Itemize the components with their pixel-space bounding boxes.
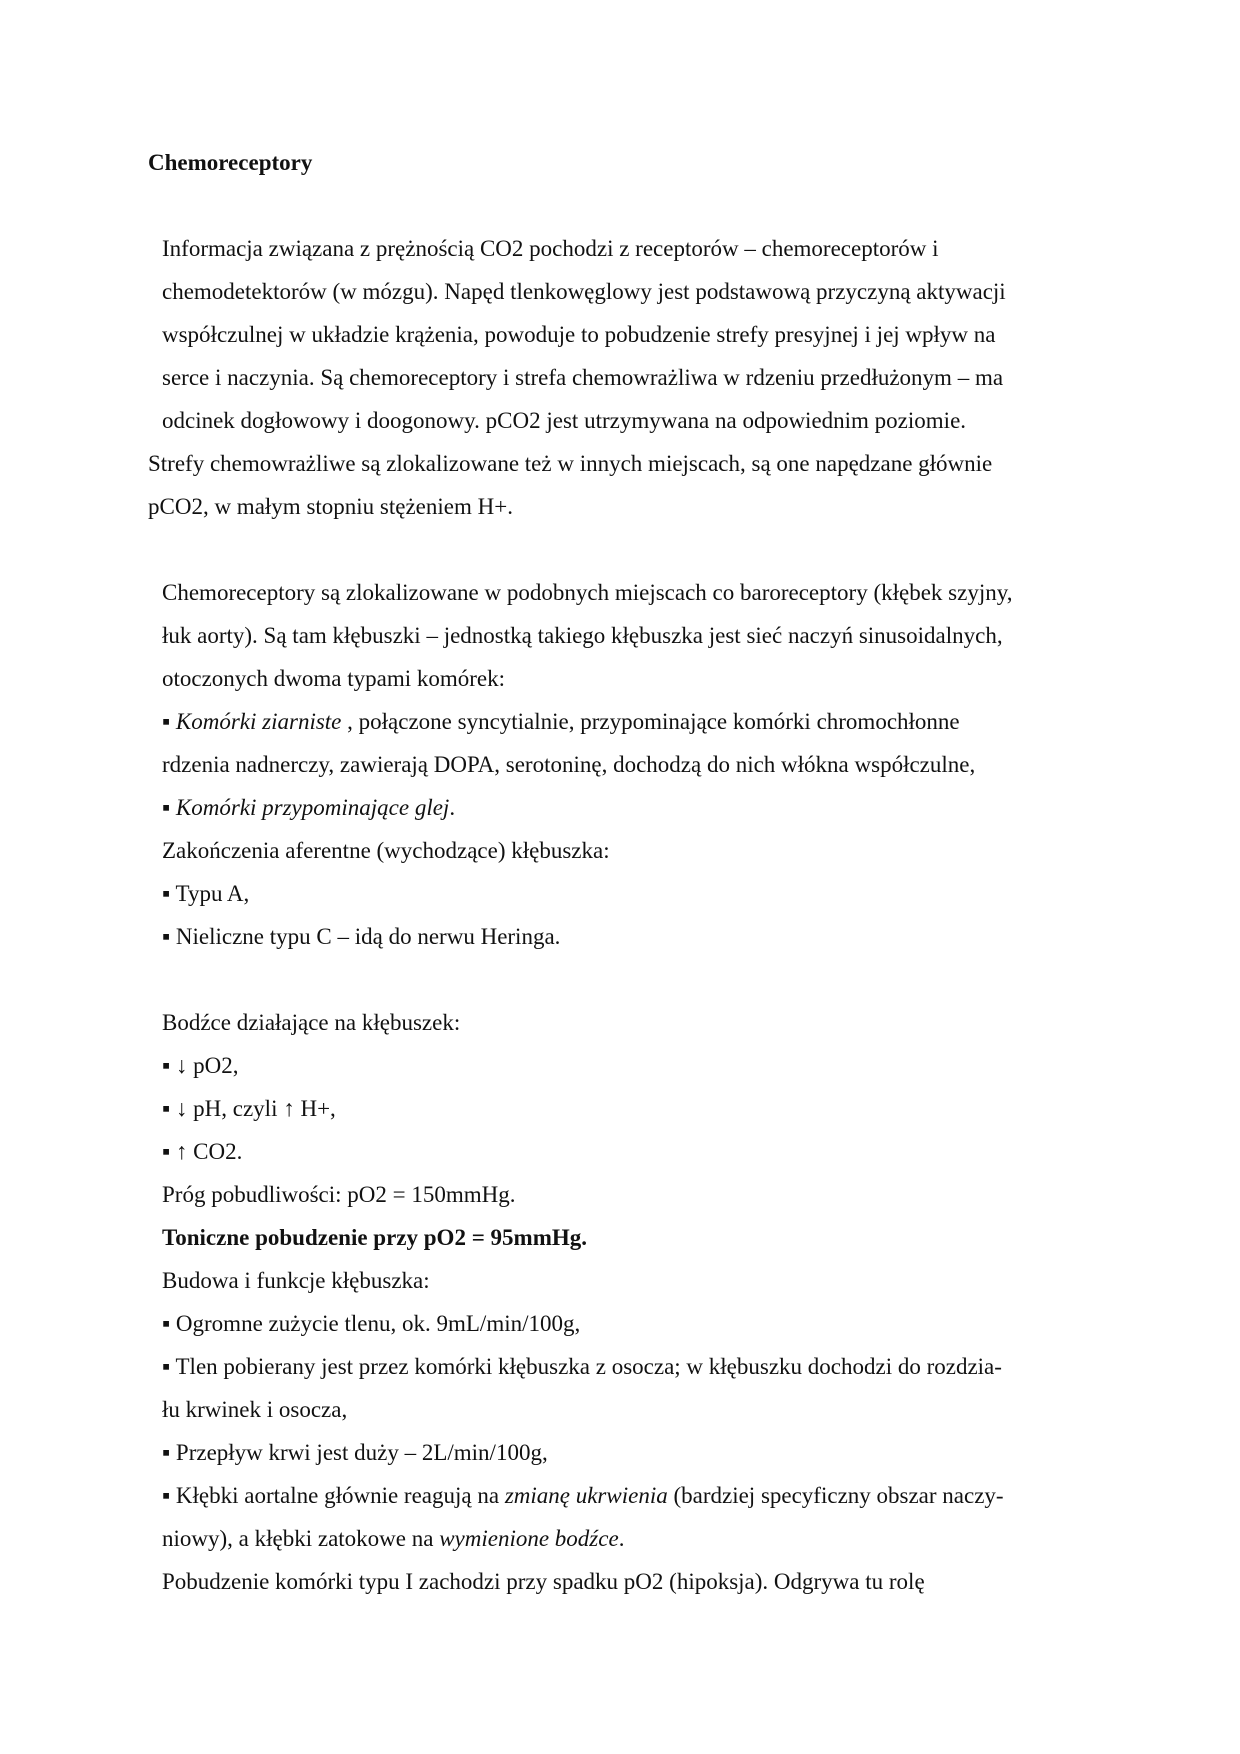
list-item-type-c <box>162 922 560 952</box>
aortic-bodies-emphasis: zmianę ukrwienia <box>504 1483 668 1508</box>
list-item-oxygen-uptake <box>162 1352 1002 1382</box>
threshold-line: Próg pobudliwości: pO2 = 150mmHg. <box>162 1182 516 1207</box>
last-line: Pobudzenie komórki typu I zachodzi przy spadku pO2 (hipoksja). Odgrywa tu rolę <box>162 1569 925 1594</box>
list-item-po2 <box>162 1051 239 1081</box>
stimuli-heading: Bodźce działające na kłębuszek: <box>162 1010 461 1035</box>
bullet: ▪ <box>162 1311 171 1336</box>
sinus-bodies-emphasis: wymienione bodźce <box>439 1526 619 1551</box>
bullet: ▪ <box>162 1053 171 1078</box>
afferent-heading: Zakończenia aferentne (wychodzące) kłębuszka: <box>162 838 610 863</box>
bullet: ▪ <box>162 1483 171 1508</box>
glia-like-cells-period: . <box>449 795 456 820</box>
co2-text: ↑ CO2. <box>175 1139 243 1164</box>
bullet: ▪ <box>162 881 171 906</box>
paragraph-1-line-5: odcinek dogłowowy i doogonowy. pCO2 jest utrzymywana na odpowiednim poziomie. <box>162 408 967 433</box>
paragraph-1-line-4: serce i naczynia. Są chemoreceptory i strefa chemowrażliwa w rdzeniu przedłużonym – ma <box>162 365 1004 390</box>
aortic-bodies-cont <box>162 1524 624 1554</box>
paragraph-2-line-2: pCO2, w małym stopniu stężeniem H+. <box>148 494 513 519</box>
granular-cells-desc: , połączone syncytialnie, przypominające komórki chromochłonne <box>341 709 960 734</box>
list-item-glia-like-cells <box>162 793 455 823</box>
structure-heading: Budowa i funkcje kłębuszka: <box>162 1268 430 1293</box>
oxygen-use-text: Ogromne zużycie tlenu, ok. 9mL/min/100g, <box>175 1311 581 1336</box>
aortic-bodies-text-c: (bardziej specyficzny obszar naczy- <box>667 1483 1004 1508</box>
paragraph-1-line-2: chemodetektorów (w mózgu). Napęd tlenkowęglowy jest podstawową przyczyną aktywacji <box>162 279 1006 304</box>
document-title: Chemoreceptory <box>148 150 313 175</box>
paragraph-3-line-3: otoczonych dwoma typami komórek: <box>162 666 506 691</box>
bullet: ▪ <box>162 1096 171 1121</box>
paragraph-1-line-1: Informacja związana z prężnością CO2 pochodzi z receptorów – chemoreceptorów i <box>162 236 939 261</box>
list-item-blood-flow <box>162 1438 548 1468</box>
list-item-aortic-bodies <box>162 1481 1004 1511</box>
list-item-oxygen-use <box>162 1309 580 1339</box>
bullet: ▪ <box>162 1139 171 1164</box>
glia-like-cells-term: Komórki przypominające glej <box>175 795 450 820</box>
bullet: ▪ <box>162 1440 171 1465</box>
paragraph-1-line-3: współczulnej w układzie krążenia, powoduje to pobudzenie strefy presyjnej i jej wpływ na <box>162 322 996 347</box>
aortic-bodies-text-d: niowy), a kłębki zatokowe na <box>162 1526 440 1551</box>
paragraph-3-line-2: łuk aorty). Są tam kłębuszki – jednostką takiego kłębuszka jest sieć naczyń sinusoidalnych, <box>162 623 1003 648</box>
bullet: ▪ <box>162 709 171 734</box>
bullet: ▪ <box>162 795 171 820</box>
oxygen-uptake-cont: łu krwinek i osocza, <box>162 1397 348 1422</box>
aortic-bodies-period: . <box>618 1526 625 1551</box>
tonic-line: Toniczne pobudzenie przy pO2 = 95mmHg. <box>162 1225 588 1250</box>
bullet: ▪ <box>162 924 171 949</box>
blood-flow-text: Przepływ krwi jest duży – 2L/min/100g, <box>175 1440 548 1465</box>
paragraph-3-line-1: Chemoreceptory są zlokalizowane w podobnych miejscach co baroreceptory (kłębek szyjny, <box>162 580 1013 605</box>
list-item-co2 <box>162 1137 242 1167</box>
granular-cells-term: Komórki ziarniste <box>175 709 342 734</box>
granular-cells-desc-cont: rdzenia nadnerczy, zawierają DOPA, serotoninę, dochodzą do nich włókna współczulne, <box>162 752 976 777</box>
oxygen-uptake-text: Tlen pobierany jest przez komórki kłębuszka z osocza; w kłębuszku dochodzi do rozdzia- <box>175 1354 1002 1379</box>
aortic-bodies-text-a: Kłębki aortalne głównie reagują na <box>175 1483 505 1508</box>
list-item-granular-cells <box>162 707 960 737</box>
list-item-type-a <box>162 879 249 909</box>
bullet: ▪ <box>162 1354 171 1379</box>
po2-text: ↓ pO2, <box>175 1053 239 1078</box>
list-item-ph <box>162 1094 336 1124</box>
type-a-text: Typu A, <box>175 881 250 906</box>
paragraph-2-line-1: Strefy chemowrażliwe są zlokalizowane też w innych miejscach, są one napędzane głównie <box>148 451 993 476</box>
type-c-text: Nieliczne typu C – idą do nerwu Heringa. <box>175 924 561 949</box>
ph-text: ↓ pH, czyli ↑ H+, <box>175 1096 336 1121</box>
